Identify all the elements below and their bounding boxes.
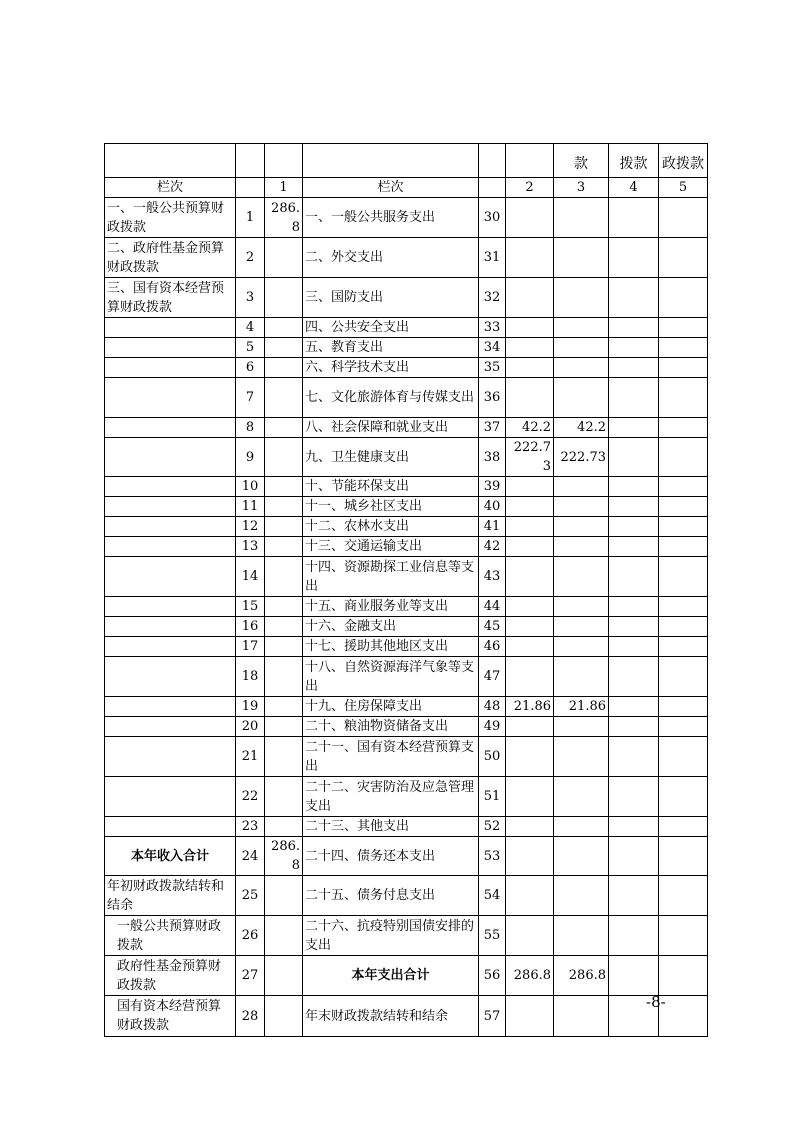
- fiscal-appropriation-table: [104, 143, 708, 1037]
- expenditure-general-budget: [554, 537, 609, 557]
- income-line-number: 8: [236, 418, 265, 438]
- table-row: [105, 517, 708, 537]
- expenditure-general-budget: [554, 737, 609, 777]
- expenditure-total: [506, 617, 554, 637]
- expenditure-total: [506, 717, 554, 737]
- expenditure-general-budget: [554, 717, 609, 737]
- expenditure-general-budget: [554, 378, 609, 418]
- table-row: [105, 697, 708, 717]
- income-amount: [265, 497, 303, 517]
- table-row: [105, 657, 708, 697]
- expenditure-total: [506, 777, 554, 817]
- income-item: 年初财政拨款结转和结余: [105, 876, 236, 916]
- expenditure-soe-budget: [659, 837, 708, 876]
- expenditure-general-budget: [554, 817, 609, 837]
- expenditure-soe-budget: [659, 318, 708, 338]
- income-line-number: 10: [236, 477, 265, 497]
- expenditure-soe-budget: [659, 198, 708, 238]
- expenditure-item: 十三、交通运输支出: [303, 537, 479, 557]
- income-item: [105, 318, 236, 338]
- expenditure-item: 十五、商业服务业等支出: [303, 597, 479, 617]
- income-item: [105, 517, 236, 537]
- income-item: [105, 497, 236, 517]
- expenditure-gov-fund: [609, 956, 659, 996]
- income-item: [105, 617, 236, 637]
- expenditure-total: [506, 916, 554, 956]
- expenditure-item: 二十一、国有资本经营预算支出: [303, 737, 479, 777]
- expenditure-gov-fund: [609, 737, 659, 777]
- income-amount: [265, 477, 303, 497]
- expenditure-line-number: 45: [479, 617, 506, 637]
- expenditure-line-number: 37: [479, 418, 506, 438]
- expenditure-general-budget: [554, 477, 609, 497]
- expenditure-soe-budget: [659, 777, 708, 817]
- income-amount: [265, 358, 303, 378]
- expenditure-item: 年末财政拨款结转和结余: [303, 996, 479, 1037]
- expenditure-line-number: 50: [479, 737, 506, 777]
- income-line-number: 5: [236, 338, 265, 358]
- expenditure-gov-fund: [609, 916, 659, 956]
- expenditure-soe-budget: [659, 916, 708, 956]
- expenditure-total: [506, 876, 554, 916]
- expenditure-general-budget: [554, 996, 609, 1037]
- income-line-number: 22: [236, 777, 265, 817]
- income-line-number: 6: [236, 358, 265, 378]
- expenditure-soe-budget: [659, 657, 708, 697]
- income-amount: [265, 378, 303, 418]
- expenditure-total: 42.2: [506, 418, 554, 438]
- income-amount: [265, 537, 303, 557]
- income-item: 三、国有资本经营预算财政拨款: [105, 278, 236, 318]
- income-item: [105, 418, 236, 438]
- expenditure-item: 九、卫生健康支出: [303, 438, 479, 477]
- income-amount: [265, 717, 303, 737]
- expenditure-soe-budget: [659, 717, 708, 737]
- income-amount: [265, 557, 303, 597]
- expenditure-item: 二十、粮油物资储备支出: [303, 717, 479, 737]
- expenditure-general-budget: 42.2: [554, 418, 609, 438]
- table-row: [105, 418, 708, 438]
- expenditure-general-budget: [554, 657, 609, 697]
- expenditure-soe-budget: [659, 737, 708, 777]
- col-number-3: 3: [554, 178, 609, 198]
- expenditure-general-budget: [554, 517, 609, 537]
- expenditure-line-number: 51: [479, 777, 506, 817]
- expenditure-line-number: 52: [479, 817, 506, 837]
- expenditure-item: 十六、金融支出: [303, 617, 479, 637]
- income-amount: [265, 517, 303, 537]
- income-item: [105, 358, 236, 378]
- expenditure-line-number: 33: [479, 318, 506, 338]
- expenditure-line-number: 35: [479, 358, 506, 378]
- expenditure-gov-fund: [609, 517, 659, 537]
- income-item: [105, 477, 236, 497]
- expenditure-gov-fund: [609, 477, 659, 497]
- expenditure-line-number: 36: [479, 378, 506, 418]
- expenditure-line-number: 53: [479, 837, 506, 876]
- expenditure-line-number: 57: [479, 996, 506, 1037]
- income-amount: [265, 777, 303, 817]
- expenditure-soe-budget: [659, 418, 708, 438]
- expenditure-gov-fund: [609, 697, 659, 717]
- expenditure-gov-fund: [609, 418, 659, 438]
- col-number-5: 5: [659, 178, 708, 198]
- expenditure-item: 十二、农林水支出: [303, 517, 479, 537]
- expenditure-gov-fund: [609, 378, 659, 418]
- income-line-number: 19: [236, 697, 265, 717]
- table-row: [105, 837, 708, 876]
- col-number-4: 4: [609, 178, 659, 198]
- income-line-number: 16: [236, 617, 265, 637]
- income-line-number: 28: [236, 996, 265, 1037]
- expenditure-gov-fund: [609, 597, 659, 617]
- income-amount: 286.8: [265, 837, 303, 876]
- expenditure-soe-budget: [659, 517, 708, 537]
- expenditure-item: 十八、自然资源海洋气象等支出: [303, 657, 479, 697]
- expenditure-general-budget: [554, 876, 609, 916]
- expenditure-total: [506, 198, 554, 238]
- income-line-number: 13: [236, 537, 265, 557]
- income-item: 政府性基金预算财政拨款: [105, 956, 236, 996]
- expenditure-total: 286.8: [506, 956, 554, 996]
- expenditure-total: [506, 996, 554, 1037]
- expenditure-total: [506, 737, 554, 777]
- expenditure-item: 二十二、灾害防治及应急管理支出: [303, 777, 479, 817]
- expenditure-total: [506, 837, 554, 876]
- expenditure-gov-fund: [609, 358, 659, 378]
- expenditure-total: [506, 358, 554, 378]
- income-item: 国有资本经营预算财政拨款: [105, 996, 236, 1037]
- expenditure-line-number: 41: [479, 517, 506, 537]
- expenditure-soe-budget: [659, 278, 708, 318]
- income-line-number: 21: [236, 737, 265, 777]
- expenditure-line-number: 40: [479, 497, 506, 517]
- expenditure-line-number: 32: [479, 278, 506, 318]
- expenditure-soe-budget: [659, 996, 708, 1037]
- income-item: [105, 817, 236, 837]
- expenditure-gov-fund: [609, 777, 659, 817]
- expenditure-gov-fund: [609, 657, 659, 697]
- expenditure-line-number: 30: [479, 198, 506, 238]
- expenditure-total: [506, 497, 554, 517]
- income-amount: [265, 817, 303, 837]
- expenditure-gov-fund: [609, 876, 659, 916]
- income-line-number: 9: [236, 438, 265, 477]
- expenditure-line-number: 49: [479, 717, 506, 737]
- income-item: [105, 537, 236, 557]
- expenditure-total: [506, 817, 554, 837]
- expenditure-general-budget: [554, 837, 609, 876]
- income-line-number: 24: [236, 837, 265, 876]
- income-line-number: 23: [236, 817, 265, 837]
- expenditure-line-number: 48: [479, 697, 506, 717]
- expenditure-item: 七、文化旅游体育与传媒支出: [303, 378, 479, 418]
- income-line-number: 15: [236, 597, 265, 617]
- expenditure-soe-budget: [659, 956, 708, 996]
- expenditure-item: 六、科学技术支出: [303, 358, 479, 378]
- col-number-2: 2: [506, 178, 554, 198]
- expenditure-soe-budget: [659, 238, 708, 278]
- expenditure-line-number: 54: [479, 876, 506, 916]
- expenditure-soe-budget: [659, 378, 708, 418]
- expenditure-gov-fund: [609, 198, 659, 238]
- table-row: [105, 737, 708, 777]
- expenditure-general-budget: 21.86: [554, 697, 609, 717]
- expenditure-soe-budget: [659, 557, 708, 597]
- income-line-number: 17: [236, 637, 265, 657]
- expenditure-total: [506, 637, 554, 657]
- income-amount: [265, 338, 303, 358]
- income-item: [105, 438, 236, 477]
- income-item: [105, 737, 236, 777]
- income-amount: [265, 737, 303, 777]
- expenditure-line-number: 56: [479, 956, 506, 996]
- income-amount: [265, 597, 303, 617]
- income-amount: 286.8: [265, 198, 303, 238]
- expenditure-gov-fund: [609, 837, 659, 876]
- expenditure-total: [506, 597, 554, 617]
- expenditure-gov-fund: [609, 497, 659, 517]
- expenditure-item: 本年支出合计: [303, 956, 479, 996]
- expenditure-general-budget: [554, 238, 609, 278]
- expenditure-total: [506, 517, 554, 537]
- expenditure-general-budget: [554, 777, 609, 817]
- expenditure-soe-budget: [659, 497, 708, 517]
- income-amount: [265, 617, 303, 637]
- expenditure-total: [506, 278, 554, 318]
- expenditure-general-budget: [554, 198, 609, 238]
- expenditure-soe-budget: [659, 537, 708, 557]
- expenditure-gov-fund: [609, 238, 659, 278]
- expenditure-soe-budget: [659, 438, 708, 477]
- table-row: [105, 338, 708, 358]
- income-line-number: 20: [236, 717, 265, 737]
- expenditure-general-budget: [554, 557, 609, 597]
- expenditure-gov-fund: [609, 817, 659, 837]
- expenditure-general-budget: [554, 278, 609, 318]
- expenditure-total: [506, 338, 554, 358]
- page-number: -8-: [646, 993, 666, 1011]
- income-line-number: 3: [236, 278, 265, 318]
- income-item: [105, 597, 236, 617]
- expenditure-general-budget: 222.73: [554, 438, 609, 477]
- expenditure-item: 五、教育支出: [303, 338, 479, 358]
- table-row: [105, 717, 708, 737]
- table-row: [105, 637, 708, 657]
- income-line-number: 27: [236, 956, 265, 996]
- table-row: [105, 378, 708, 418]
- expenditure-soe-budget: [659, 597, 708, 617]
- expenditure-item: 二十三、其他支出: [303, 817, 479, 837]
- table-row: [105, 777, 708, 817]
- table-row: [105, 477, 708, 497]
- expenditure-gov-fund: [609, 438, 659, 477]
- income-item: [105, 697, 236, 717]
- left-column-label: 栏次: [105, 178, 236, 198]
- income-item: [105, 637, 236, 657]
- income-item: 一、一般公共预算财政拨款: [105, 198, 236, 238]
- expenditure-total: [506, 537, 554, 557]
- income-amount: [265, 996, 303, 1037]
- income-item: [105, 338, 236, 358]
- expenditure-total: [506, 557, 554, 597]
- income-amount: [265, 956, 303, 996]
- expenditure-gov-fund: [609, 717, 659, 737]
- expenditure-gov-fund: [609, 617, 659, 637]
- expenditure-general-budget: 286.8: [554, 956, 609, 996]
- income-amount: [265, 278, 303, 318]
- income-amount: [265, 916, 303, 956]
- income-item: 二、政府性基金预算财政拨款: [105, 238, 236, 278]
- income-line-number: 4: [236, 318, 265, 338]
- expenditure-item: 十一、城乡社区支出: [303, 497, 479, 517]
- table-row: [105, 817, 708, 837]
- table-row: [105, 358, 708, 378]
- expenditure-item: 十四、资源勘探工业信息等支出: [303, 557, 479, 597]
- income-item: 一般公共预算财政拨款: [105, 916, 236, 956]
- income-amount: [265, 318, 303, 338]
- expenditure-general-budget: [554, 338, 609, 358]
- expenditure-total: [506, 318, 554, 338]
- expenditure-line-number: 47: [479, 657, 506, 697]
- expenditure-general-budget: [554, 597, 609, 617]
- column-number-row: [105, 178, 708, 198]
- expenditure-item: 二十六、抗疫特别国债安排的支出: [303, 916, 479, 956]
- expenditure-general-budget: [554, 358, 609, 378]
- expenditure-item: 四、公共安全支出: [303, 318, 479, 338]
- income-line-number: 14: [236, 557, 265, 597]
- table-row: [105, 597, 708, 617]
- expenditure-item: 一、一般公共服务支出: [303, 198, 479, 238]
- expenditure-line-number: 44: [479, 597, 506, 617]
- expenditure-item: 二十四、债务还本支出: [303, 837, 479, 876]
- right-column-label: 栏次: [303, 178, 479, 198]
- income-line-number: 25: [236, 876, 265, 916]
- expenditure-gov-fund: [609, 318, 659, 338]
- income-amount: [265, 657, 303, 697]
- table-row: [105, 318, 708, 338]
- expenditure-line-number: 55: [479, 916, 506, 956]
- header-col-3: 款: [554, 144, 609, 178]
- table-row: [105, 238, 708, 278]
- income-item: [105, 657, 236, 697]
- table-row: [105, 916, 708, 956]
- income-amount: [265, 418, 303, 438]
- expenditure-item: 二十五、债务付息支出: [303, 876, 479, 916]
- expenditure-item: 二、外交支出: [303, 238, 479, 278]
- header-col-5: 政拨款: [659, 144, 708, 178]
- table-row: [105, 956, 708, 996]
- income-line-number: 1: [236, 198, 265, 238]
- expenditure-soe-budget: [659, 697, 708, 717]
- table-row: [105, 557, 708, 597]
- income-line-number: 12: [236, 517, 265, 537]
- expenditure-soe-budget: [659, 817, 708, 837]
- expenditure-item: 十七、援助其他地区支出: [303, 637, 479, 657]
- left-column-number: 1: [265, 178, 303, 198]
- expenditure-total: [506, 238, 554, 278]
- expenditure-item: 十、节能环保支出: [303, 477, 479, 497]
- income-amount: [265, 438, 303, 477]
- expenditure-soe-budget: [659, 358, 708, 378]
- income-amount: [265, 637, 303, 657]
- header-row: [105, 144, 708, 178]
- expenditure-soe-budget: [659, 617, 708, 637]
- expenditure-general-budget: [554, 497, 609, 517]
- income-item: [105, 557, 236, 597]
- expenditure-soe-budget: [659, 338, 708, 358]
- expenditure-total: 222.73: [506, 438, 554, 477]
- expenditure-gov-fund: [609, 637, 659, 657]
- table-row: [105, 996, 708, 1037]
- expenditure-general-budget: [554, 617, 609, 637]
- table-row: [105, 617, 708, 637]
- table-row: [105, 537, 708, 557]
- income-line-number: 11: [236, 497, 265, 517]
- expenditure-gov-fund: [609, 557, 659, 597]
- expenditure-gov-fund: [609, 278, 659, 318]
- header-col-4: 拨款: [609, 144, 659, 178]
- expenditure-item: 十九、住房保障支出: [303, 697, 479, 717]
- expenditure-total: [506, 657, 554, 697]
- expenditure-line-number: 46: [479, 637, 506, 657]
- expenditure-soe-budget: [659, 637, 708, 657]
- expenditure-total: [506, 477, 554, 497]
- expenditure-gov-fund: [609, 537, 659, 557]
- income-line-number: 18: [236, 657, 265, 697]
- income-item: [105, 717, 236, 737]
- expenditure-general-budget: [554, 318, 609, 338]
- expenditure-total: 21.86: [506, 697, 554, 717]
- expenditure-item: 三、国防支出: [303, 278, 479, 318]
- table-row: [105, 278, 708, 318]
- expenditure-line-number: 34: [479, 338, 506, 358]
- expenditure-line-number: 38: [479, 438, 506, 477]
- expenditure-line-number: 39: [479, 477, 506, 497]
- expenditure-soe-budget: [659, 876, 708, 916]
- expenditure-general-budget: [554, 637, 609, 657]
- expenditure-line-number: 42: [479, 537, 506, 557]
- expenditure-gov-fund: [609, 338, 659, 358]
- income-amount: [265, 876, 303, 916]
- expenditure-total: [506, 378, 554, 418]
- income-item: [105, 777, 236, 817]
- income-item: 本年收入合计: [105, 837, 236, 876]
- income-line-number: 2: [236, 238, 265, 278]
- income-line-number: 7: [236, 378, 265, 418]
- table-row: [105, 497, 708, 517]
- table-row: [105, 438, 708, 477]
- expenditure-general-budget: [554, 916, 609, 956]
- expenditure-line-number: 43: [479, 557, 506, 597]
- expenditure-item: 八、社会保障和就业支出: [303, 418, 479, 438]
- income-amount: [265, 697, 303, 717]
- expenditure-line-number: 31: [479, 238, 506, 278]
- income-item: [105, 378, 236, 418]
- table-row: [105, 876, 708, 916]
- table-row: [105, 198, 708, 238]
- expenditure-soe-budget: [659, 477, 708, 497]
- income-amount: [265, 238, 303, 278]
- income-line-number: 26: [236, 916, 265, 956]
